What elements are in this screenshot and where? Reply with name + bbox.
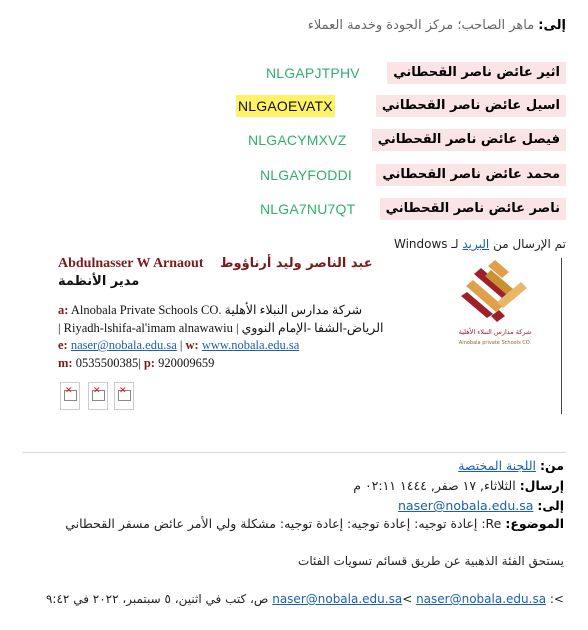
mobile-number: 0535500385 (75, 356, 139, 370)
signature-title: مدير الأنظمة (58, 274, 140, 289)
signature-contacts: e: naser@nobala.edu.sa | w: www.nobala.edu.sa (58, 338, 300, 352)
company-en: Alnobala Private Schools CO. (70, 303, 222, 317)
sent-field (353, 478, 564, 493)
student-row (266, 62, 566, 86)
signature-website-link[interactable]: www.nobala.edu.sa (201, 338, 300, 352)
student-row (260, 164, 566, 188)
logo-text-en: Alnobala private Schools CO. (458, 340, 532, 346)
student-row (236, 95, 566, 119)
phone-label: p: (143, 356, 155, 370)
quote-email-link[interactable]: naser@nobala.edu.sa (416, 592, 547, 606)
quote-time: ص، كتب في اثنين، ٥ سبتمبر، ٢٠٢٢ في ٩:٤٢ (45, 592, 269, 606)
email-label: e: (58, 338, 68, 352)
subject-value: Re: إعادة توجيه: إعادة توجيه: إعادة توجيه: مشكلة ولي الأمر عائض مسفر القحطاني (65, 516, 502, 531)
subject-field (65, 516, 564, 531)
signature-name-en: Abdulnasser W Arnaout (58, 256, 204, 271)
body-line: يستحق الفئة الذهبية عن طريق قسائم تسويات الفئات (298, 554, 564, 568)
student-name: اثير عائض ناصر القحطاني (387, 62, 566, 84)
x-icon: ✕ (93, 386, 101, 396)
phone-number: 920009659 (158, 356, 215, 370)
student-name: اسيل عائض ناصر القحطاني (376, 95, 566, 117)
recipient-link[interactable]: naser@nobala.edu.sa (398, 498, 534, 513)
student-name: محمد عائض ناصر القحطاني (376, 164, 566, 186)
sent-from-suffix: لـ Windows (393, 237, 459, 251)
signature-company (58, 302, 362, 318)
student-row (248, 129, 566, 153)
student-code[interactable]: NLGA7NU7QT (260, 201, 356, 217)
signature-divider (561, 258, 562, 414)
signature-phones: m: 0535500385| p: 920009659 (58, 356, 215, 370)
broken-image-icon[interactable] (60, 382, 80, 410)
school-logo-graphic (447, 258, 543, 350)
sent-value: الثلاثاء, ١٧ صفر, ١٤٤٤ ٠٢:١١ م (353, 478, 516, 493)
sent-from-line (394, 237, 566, 251)
to-line (308, 18, 566, 33)
address-label: a: (58, 303, 69, 317)
from-label: من: (540, 458, 564, 473)
company-ar: شركة مدارس النبلاء الأهلية (224, 303, 363, 317)
quote-attribution: >: naser@nobala.edu.sa< naser@nobala.edu.sa ص، كتب في اثنين، ٥ سبتمبر، ٢٠٢٢ في ٩:٤٢ (45, 592, 564, 606)
sent-from-prefix: تم الإرسال من (493, 237, 566, 251)
student-name: ناصر عائض ناصر القحطاني (380, 198, 566, 220)
student-code[interactable]: NLGACYMXVZ (248, 132, 347, 148)
from-field (458, 458, 564, 473)
from-link[interactable]: اللجنة المختصة (458, 458, 537, 473)
recipient-field (398, 498, 564, 513)
signature-email-link[interactable]: naser@nobala.edu.sa (70, 338, 177, 352)
student-name: فيصل عائض ناصر القحطاني (372, 129, 566, 151)
signature-name-ar: عبد الناصر وليد أرناؤوط (220, 256, 373, 271)
x-icon: ✕ (65, 386, 73, 396)
quote-email-link[interactable]: naser@nobala.edu.sa (272, 592, 403, 606)
quote-tail: >: (549, 592, 564, 606)
recipient-label: إلى: (537, 498, 564, 513)
student-row (260, 198, 566, 222)
school-logo (447, 258, 543, 350)
sent-label: إرسال: (519, 478, 564, 493)
signature-address: | Riyadh-lshifa-al'imam alnawawiu | الرياض-الشفا -الإمام النووي (58, 321, 384, 335)
logo-text-ar: شركة مدارس النبلاء الأهلية (458, 328, 532, 336)
x-icon: ✕ (119, 386, 127, 396)
broken-image-icon[interactable] (114, 382, 134, 410)
to-recipients: ماهر الصاحب؛ مركز الجودة وخدمة العملاء (307, 18, 535, 33)
to-label: إلى: (538, 18, 566, 33)
subject-label: الموضوع: (505, 516, 564, 531)
mobile-label: m: (58, 356, 73, 370)
student-code-highlighted[interactable]: NLGAOEVATX (236, 95, 335, 117)
broken-image-icon[interactable] (88, 382, 108, 410)
mail-app-link[interactable]: البريد (462, 237, 490, 251)
web-label: w: (185, 338, 199, 352)
student-code[interactable]: NLGAPJTPHV (266, 65, 360, 81)
quoted-message-separator (22, 452, 566, 453)
student-code[interactable]: NLGAYFODDI (260, 167, 352, 183)
